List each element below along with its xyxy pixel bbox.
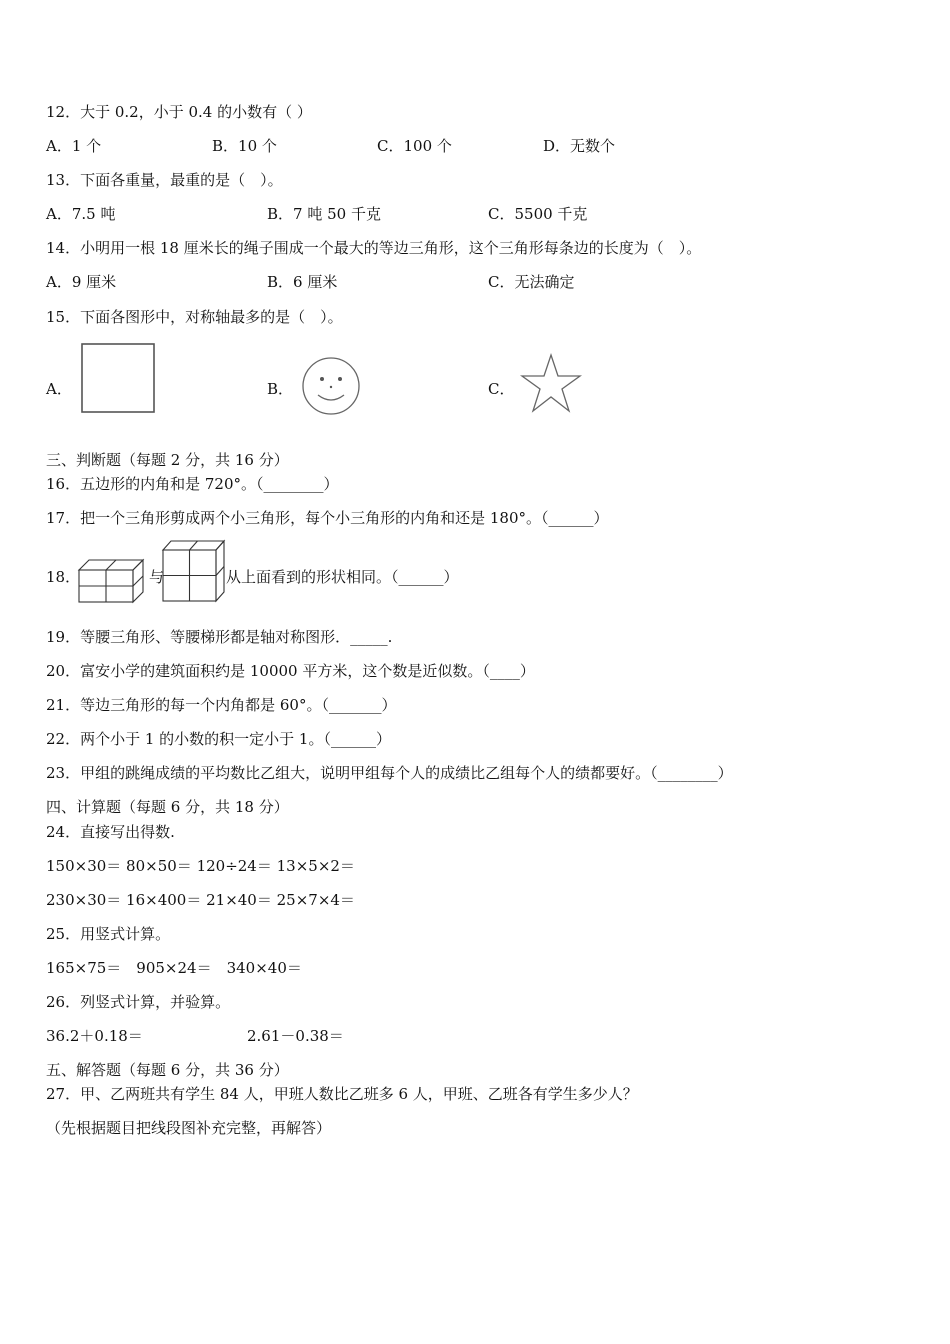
q18-text: 从上面看到的形状相同。（______） [226,568,459,586]
smiley-face-icon [300,355,362,417]
q12-option-c: C．100 个 [377,137,452,155]
q26-item-2: 2.61－0.38＝ [247,1027,344,1045]
q15-option-c: C． [488,380,515,398]
q12-option-a: A．1 个 [46,137,102,155]
star-icon [518,350,584,416]
question-27: 27．甲、乙两班共有学生 84 人，甲班人数比乙班多 6 人，甲班、乙班各有学生多少人？ [46,1085,638,1103]
question-21: 21．等边三角形的每一个内角都是 60°。（_______） [46,696,397,714]
question-19: 19．等腰三角形、等腰梯形都是轴对称图形．_____. [46,628,393,646]
q15-option-b: B． [267,380,294,398]
q25-row-1: 165×75＝ 905×24＝ 340×40＝ [46,959,302,977]
q14-option-b: B．6 厘米 [267,273,338,291]
q12-option-b: B．10 个 [212,137,277,155]
question-22: 22．两个小于 1 的小数的积一定小于 1。（______） [46,730,391,748]
square-icon [78,340,158,416]
q27-note: （先根据题目把线段图补充完整，再解答） [46,1119,332,1137]
question-12: 12．大于 0.2，小于 0.4 的小数有（ ） [46,103,312,121]
question-25: 25．用竖式计算。 [46,925,171,943]
section-4-heading: 四、计算题（每题 6 分，共 18 分） [46,798,289,816]
q18-number: 18． [46,568,81,586]
section-5-heading: 五、解答题（每题 6 分，共 36 分） [46,1061,289,1079]
q14-option-a: A．9 厘米 [46,273,117,291]
q26-item-1: 36.2＋0.18＝ [46,1027,143,1045]
q18-connector: 与 [149,568,165,586]
q13-option-c: C．5500 千克 [488,205,588,223]
q15-option-a: A． [46,380,72,398]
question-23: 23．甲组的跳绳成绩的平均数比乙组大，说明甲组每个人的成绩比乙组每个人的绩都要好。（________） [46,764,733,782]
question-16: 16．五边形的内角和是 720°。（________） [46,475,339,493]
question-26: 26．列竖式计算，并验算。 [46,993,231,1011]
question-20: 20．富安小学的建筑面积约是 10000 平方米，这个数是近似数。（____） [46,662,535,680]
question-24: 24．直接写出得数. [46,823,175,841]
question-14: 14．小明用一根 18 厘米长的绳子围成一个最大的等边三角形，这个三角形每条边的长度为（ ）。 [46,239,702,257]
question-15: 15．下面各图形中，对称轴最多的是（ ）。 [46,308,343,326]
cube-stack-small-icon [76,556,148,604]
cube-stack-tall-icon [161,538,227,604]
question-13: 13．下面各重量，最重的是（ ）。 [46,171,283,189]
q13-option-a: A．7.5 吨 [46,205,116,223]
question-17: 17．把一个三角形剪成两个小三角形，每个小三角形的内角和还是 180°。（______） [46,509,609,527]
q12-option-d: D．无数个 [543,137,616,155]
section-3-heading: 三、判断题（每题 2 分，共 16 分） [46,451,289,469]
q13-option-b: B．7 吨 50 千克 [267,205,381,223]
q24-row-2: 230×30＝ 16×400＝ 21×40＝ 25×7×4＝ [46,891,355,909]
q24-row-1: 150×30＝ 80×50＝ 120÷24＝ 13×5×2＝ [46,857,355,875]
q14-option-c: C．无法确定 [488,273,575,291]
